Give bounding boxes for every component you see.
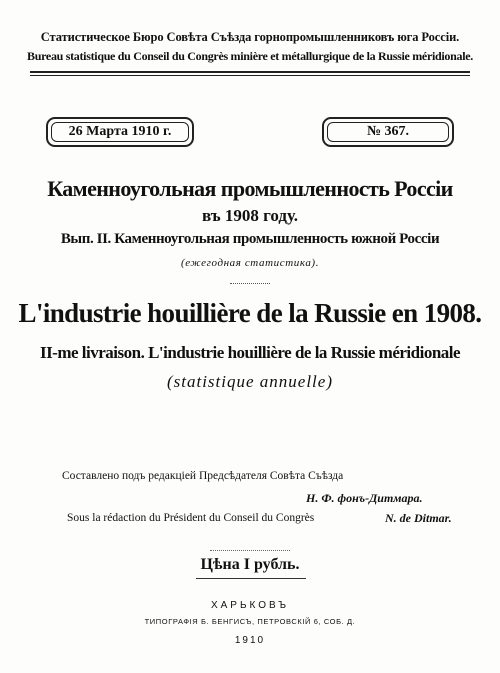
editor-name-fr: N. de Ditmar. <box>385 511 452 525</box>
title-ru-year: въ 1908 году. <box>201 206 299 225</box>
title-fr-main: L'industrie houillière de la Russie en 1908. <box>18 298 482 328</box>
imprint-printer: ТИПОГРАФІЯ Б. БЕНГИСЪ, ПЕТРОВСКІЙ 6, СОБ. Д. <box>144 617 356 626</box>
imprint-year: 1910 <box>234 635 266 646</box>
price: Цѣна I рубль. <box>200 556 300 573</box>
editor-text-ru: Составлено подъ редакціей Предсѣдателя Совѣта Съѣзда <box>62 470 344 482</box>
editor-text-fr: Sous la rédaction du Président du Conseil du Congrès <box>67 512 315 524</box>
issue-number: № 367. <box>366 124 410 139</box>
title-fr-part: II-me livraison. L'industrie houillière de la Russie méridionale <box>39 343 461 362</box>
header-rule-thin <box>30 75 470 76</box>
imprint-city: ХАРЬКОВЪ <box>210 600 290 611</box>
price-underline <box>196 578 306 579</box>
bureau-header-fr: Bureau statistique du Conseil du Congrès minière et métallurgique de la Russie méridionale. <box>27 49 473 63</box>
header-rule-thick <box>30 71 470 73</box>
editor-name-ru: Н. Ф. фонъ-Дитмара. <box>306 491 423 505</box>
title-separator <box>230 283 270 284</box>
bureau-header-ru: Статистическое Бюро Совѣта Съѣзда горнопромышленниковъ юга Россіи. <box>40 30 460 44</box>
issue-number-box <box>322 117 454 147</box>
title-fr-note: (statistique annuelle) <box>166 372 333 391</box>
issue-date: 26 Марта 1910 г. <box>68 124 172 139</box>
title-ru-part: Вып. II. Каменноугольная промышленность южной Россіи <box>60 231 440 247</box>
price-separator <box>210 550 290 551</box>
title-ru-main: Каменноугольная промышленность Россіи <box>47 176 453 201</box>
issue-date-box <box>46 117 194 147</box>
title-ru-note: (ежегодная статистика). <box>180 257 320 269</box>
